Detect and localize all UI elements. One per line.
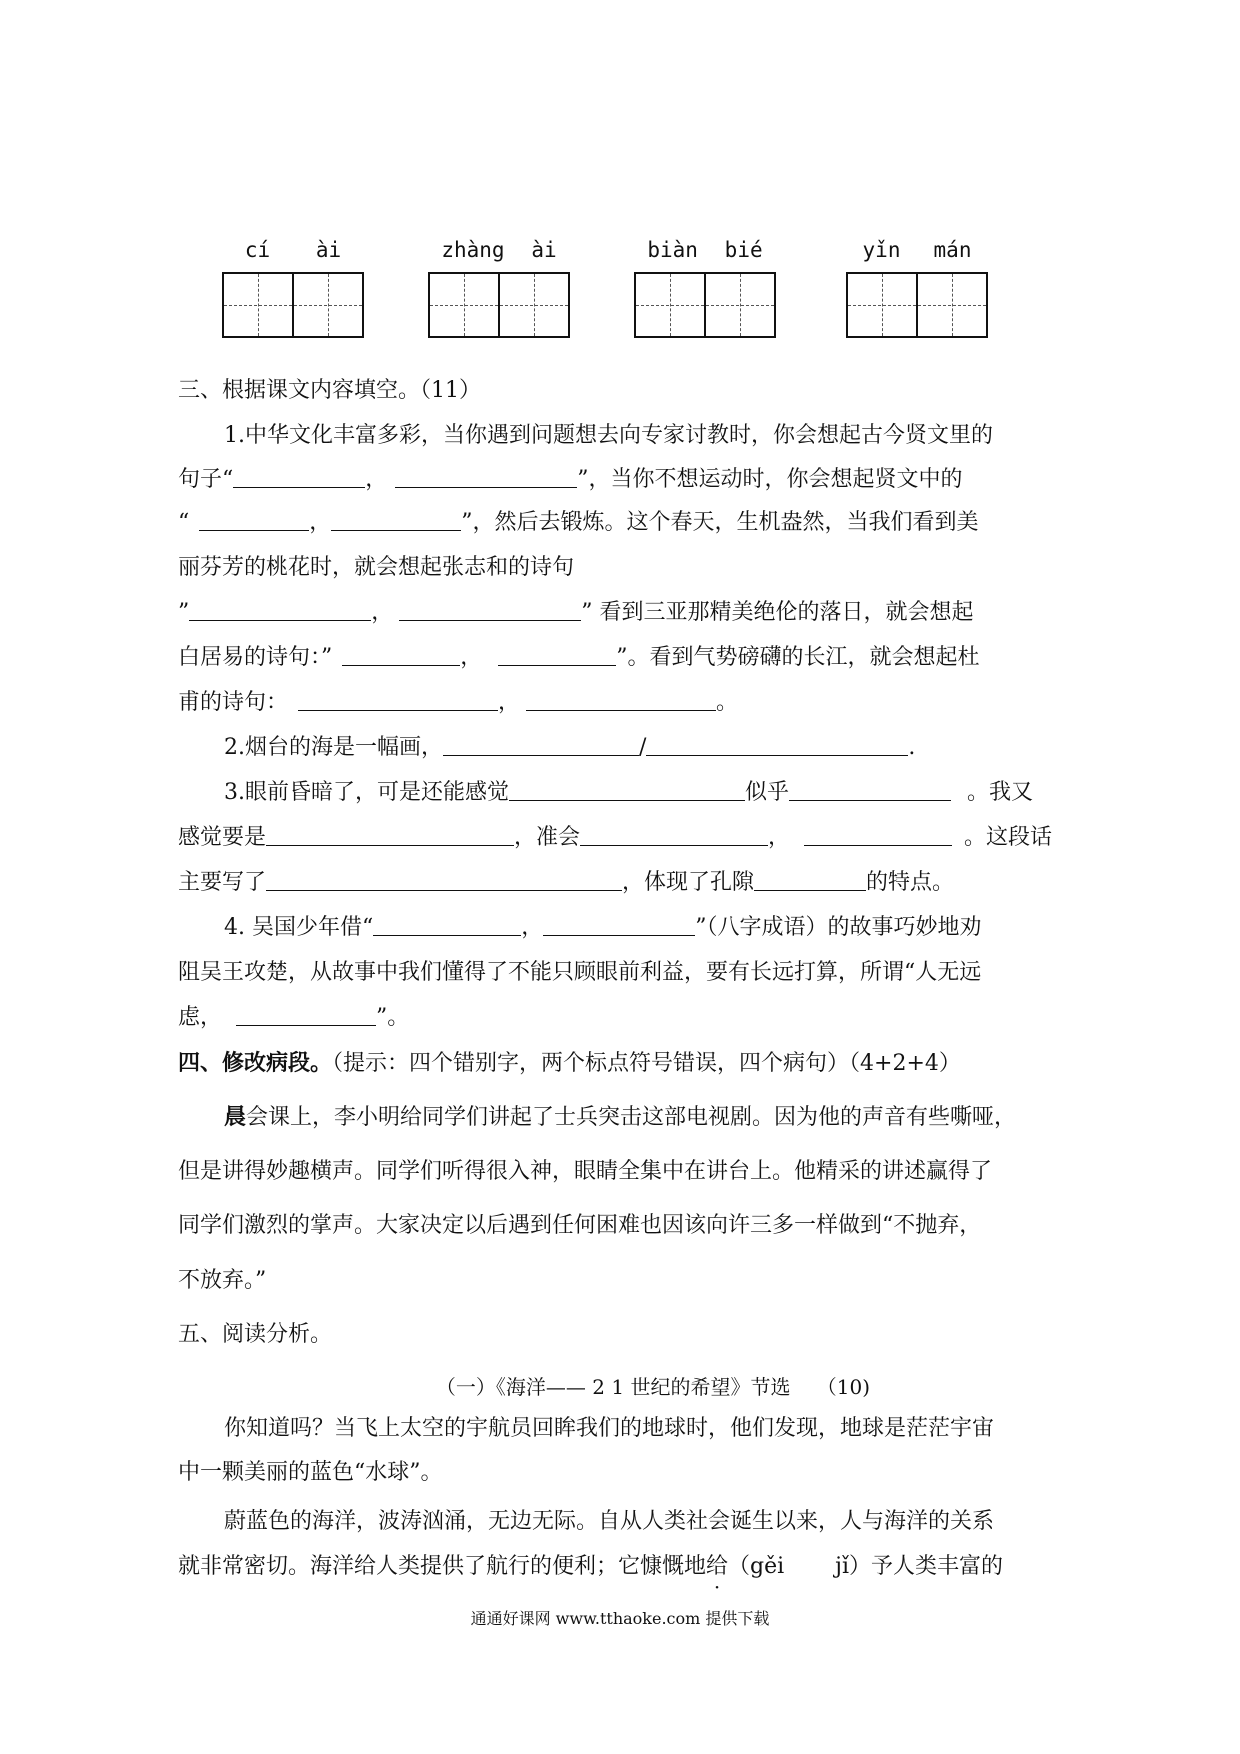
pinyin-syllable: cí bbox=[244, 238, 271, 262]
text-fragment: ”。 bbox=[376, 1005, 410, 1030]
pinyin-syllable: ài bbox=[531, 238, 557, 262]
answer-blank[interactable] bbox=[266, 868, 622, 891]
text-fragment: ， bbox=[460, 645, 483, 670]
text-fragment: ”，当你不想运动时，你会想起贤文中的 bbox=[577, 467, 963, 492]
answer-blank[interactable] bbox=[509, 778, 745, 801]
text-fragment: / bbox=[639, 735, 647, 760]
answer-blank[interactable] bbox=[443, 733, 639, 756]
text-fragment: 句子“ bbox=[178, 467, 234, 492]
text-fragment: ， bbox=[498, 690, 521, 715]
writing-cell[interactable] bbox=[848, 274, 918, 336]
text-fragment: 白居易的诗句：” bbox=[178, 645, 333, 670]
writing-cell[interactable] bbox=[430, 274, 500, 336]
q4-line: 阻吴王攻楚，从故事中我们懂得了不能只顾眼前利益，要有长远打算，所谓“人无远 bbox=[178, 960, 982, 985]
text-fragment: ”。看到气势磅礴的长江，就会想起杜 bbox=[616, 645, 980, 670]
writing-cell[interactable] bbox=[918, 274, 988, 336]
text-fragment: . bbox=[908, 735, 916, 760]
text-fragment: ”，然后去锻炼。这个春天，生机盎然，当我们看到美 bbox=[461, 510, 979, 535]
writing-cell[interactable] bbox=[224, 274, 294, 336]
q1-line bbox=[178, 465, 1088, 495]
answer-blank[interactable] bbox=[395, 465, 577, 488]
text-fragment: 甫的诗句： bbox=[178, 690, 289, 715]
text-fragment: ”（八字成语）的故事巧妙地劝 bbox=[695, 915, 982, 940]
marked-character: 给 bbox=[706, 1554, 729, 1579]
pinyin-syllable: ài bbox=[315, 238, 342, 262]
q1-line: 1.中华文化丰富多彩，当你遇到问题想去向专家讨教时，你会想起古今贤文里的 bbox=[224, 423, 993, 448]
text-fragment: ，体现了孔隙 bbox=[622, 870, 755, 895]
text-fragment: 晨 bbox=[224, 1104, 247, 1130]
text-fragment: 主要写了 bbox=[178, 870, 267, 895]
pinyin-grid-row bbox=[222, 238, 1002, 338]
text-fragment: 就非常密切。海洋给人类提供了航行的便利；它慷慨地 bbox=[178, 1554, 707, 1579]
answer-blank[interactable] bbox=[543, 913, 695, 936]
page-footer: 通通好课网 www.tthaoke.com 提供下载 bbox=[470, 1609, 770, 1628]
writing-cell[interactable] bbox=[636, 274, 706, 336]
text-fragment: 。我又 bbox=[967, 780, 1034, 805]
answer-blank[interactable] bbox=[789, 778, 951, 801]
answer-blank[interactable] bbox=[331, 508, 461, 531]
q1-line bbox=[178, 598, 1088, 628]
reading-line bbox=[178, 1552, 1088, 1582]
answer-blank[interactable] bbox=[236, 1003, 376, 1026]
answer-blank[interactable] bbox=[646, 733, 908, 756]
reading-subtitle: （一）《海洋—— 2 1 世纪的希望》节选 （10) bbox=[435, 1375, 871, 1399]
answer-blank[interactable] bbox=[298, 688, 498, 711]
answer-blank[interactable] bbox=[266, 823, 514, 846]
pinyin-group bbox=[428, 238, 570, 338]
reading-line: 蔚蓝色的海洋，波涛汹涌，无边无际。自从人类社会诞生以来，人与海洋的关系 bbox=[224, 1509, 995, 1534]
text-fragment: 的特点。 bbox=[866, 870, 955, 895]
q3-line bbox=[178, 823, 1088, 853]
writing-cell[interactable] bbox=[294, 274, 364, 336]
text-fragment: 似乎 bbox=[745, 780, 790, 805]
q1-line bbox=[178, 688, 1088, 718]
text-fragment: 2.烟台的海是一幅画， bbox=[224, 735, 443, 760]
section-3-title: 三、根据课文内容填空。（11） bbox=[178, 378, 481, 403]
writing-cell[interactable] bbox=[706, 274, 776, 336]
passage-line: 但是讲得妙趣横声。同学们听得很入神，眼睛全集中在讲台上。他精采的讲述赢得了 bbox=[178, 1159, 993, 1184]
q4-line bbox=[178, 1003, 1088, 1033]
pinyin-group bbox=[846, 238, 988, 338]
section-4-title: 四、修改病段。 bbox=[178, 1050, 333, 1076]
q4-line bbox=[178, 913, 1134, 943]
q2-line bbox=[178, 733, 1134, 763]
text-fragment: ， bbox=[768, 825, 791, 850]
text-fragment: “ bbox=[178, 510, 190, 535]
pinyin-syllable: yǐn bbox=[862, 238, 901, 262]
pinyin-group bbox=[222, 238, 364, 338]
text-fragment: 4. 吴国少年借“ bbox=[224, 915, 374, 940]
section-5-title: 五、阅读分析。 bbox=[178, 1322, 333, 1347]
text-fragment: ” bbox=[178, 600, 190, 625]
passage-line bbox=[178, 1102, 1134, 1133]
text-fragment: 。 bbox=[716, 690, 739, 715]
text-fragment: 。这段话 bbox=[964, 825, 1053, 850]
answer-blank[interactable] bbox=[399, 598, 581, 621]
section-4-heading bbox=[178, 1048, 1088, 1079]
pinyin-group bbox=[634, 238, 776, 338]
pinyin-syllable: biàn bbox=[647, 238, 698, 262]
text-fragment: ，准会 bbox=[514, 825, 581, 850]
pinyin-syllable: bié bbox=[724, 238, 763, 262]
text-fragment: 虑， bbox=[178, 1005, 223, 1030]
pinyin-syllable: mán bbox=[933, 238, 972, 262]
answer-blank[interactable] bbox=[233, 465, 365, 488]
pinyin-syllable: zhàng bbox=[441, 238, 505, 262]
answer-blank[interactable] bbox=[373, 913, 521, 936]
passage-line: 不放弃。” bbox=[178, 1268, 267, 1293]
text-fragment: ” 看到三亚那精美绝伦的落日，就会想起 bbox=[581, 600, 974, 625]
answer-blank[interactable] bbox=[526, 688, 716, 711]
reading-line: 你知道吗？当飞上太空的宇航员回眸我们的地球时，他们发现，地球是茫茫宇宙 bbox=[224, 1416, 995, 1441]
text-fragment: （gěi jǐ）予人类丰富的 bbox=[728, 1554, 1004, 1579]
text-fragment: ， bbox=[371, 600, 394, 625]
writing-cell[interactable] bbox=[500, 274, 570, 336]
text-fragment: ， bbox=[365, 467, 388, 492]
text-fragment: 会课上，李小明给同学们讲起了士兵突击这部电视剧。因为他的声音有些嘶哑， bbox=[246, 1105, 1017, 1130]
text-fragment: 3.眼前昏暗了，可是还能感觉 bbox=[224, 780, 509, 805]
section-4-hint: （提示：四个错别字，两个标点符号错误，四个病句）（4+2+4） bbox=[332, 1051, 961, 1076]
answer-blank[interactable] bbox=[804, 823, 952, 846]
answer-blank[interactable] bbox=[498, 643, 616, 666]
q1-line bbox=[178, 643, 1088, 673]
q1-line bbox=[178, 508, 1088, 538]
q1-line: 丽芬芳的桃花时，就会想起张志和的诗句 bbox=[178, 555, 575, 580]
answer-blank[interactable] bbox=[189, 598, 371, 621]
text-fragment: 感觉要是 bbox=[178, 825, 267, 850]
answer-blank[interactable] bbox=[342, 643, 460, 666]
text-fragment: ， bbox=[309, 510, 332, 535]
answer-blank[interactable] bbox=[580, 823, 768, 846]
text-fragment: ， bbox=[521, 915, 544, 940]
answer-blank[interactable] bbox=[199, 508, 309, 531]
reading-line: 中一颗美丽的蓝色“水球”。 bbox=[178, 1460, 443, 1485]
q3-line bbox=[178, 868, 1088, 898]
q3-line bbox=[178, 778, 1134, 808]
answer-blank[interactable] bbox=[754, 868, 866, 891]
passage-line: 同学们激烈的掌声。大家决定以后遇到任何困难也因该向许三多一样做到“不抛弃， bbox=[178, 1213, 982, 1238]
